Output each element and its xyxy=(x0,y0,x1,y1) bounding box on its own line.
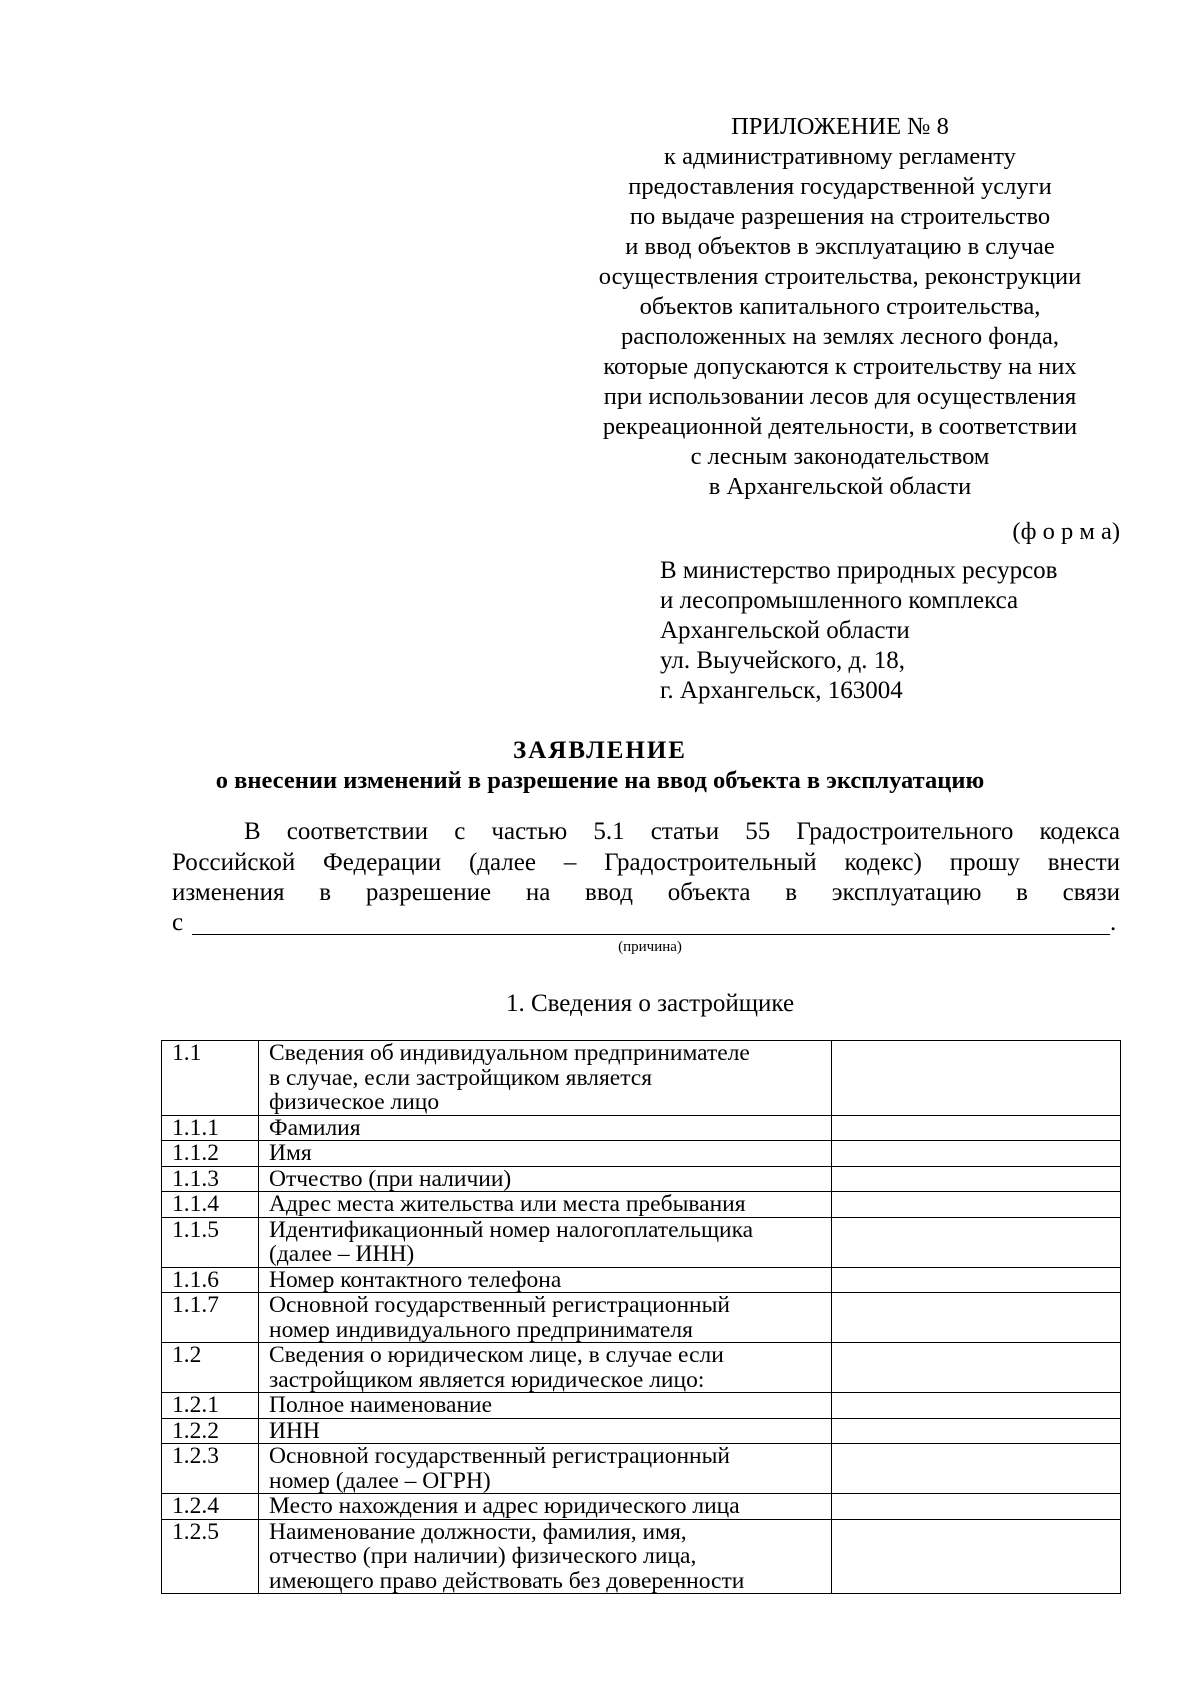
row-value-field[interactable] xyxy=(832,1343,1121,1393)
row-label xyxy=(259,1393,832,1419)
table-row xyxy=(162,1444,1121,1494)
row-label-line: Идентификационный номер налогоплательщика xyxy=(269,1216,754,1243)
row-label-line: Основной государственный регистрационный xyxy=(269,1443,730,1469)
recipient-line: Архангельской области xyxy=(660,617,910,644)
row-number: 1.1.3 xyxy=(162,1166,259,1192)
reason-fill-line[interactable] xyxy=(192,934,1110,935)
row-number: 1.2.1 xyxy=(162,1393,259,1419)
row-value-field[interactable] xyxy=(832,1418,1121,1444)
row-label-line: Сведения об индивидуальном предпринимателе xyxy=(269,1040,750,1066)
row-label xyxy=(259,1041,832,1116)
appendix-line: ПРИЛОЖЕНИЕ № 8 xyxy=(731,113,949,140)
row-value-field[interactable] xyxy=(832,1267,1121,1293)
paragraph-line: изменения в разрешение на ввод объекта в эксплуатацию в связи xyxy=(172,879,1120,906)
row-value-field[interactable] xyxy=(832,1393,1121,1419)
row-label-line: номер (далее – ОГРН) xyxy=(269,1467,491,1494)
row-value-field[interactable] xyxy=(832,1444,1121,1494)
row-label xyxy=(259,1166,832,1192)
row-value-field[interactable] xyxy=(832,1041,1121,1116)
recipient-address xyxy=(660,556,1057,706)
table-row xyxy=(162,1217,1121,1267)
table-row xyxy=(162,1519,1121,1594)
row-label-line: Имя xyxy=(269,1140,312,1166)
row-value-field[interactable] xyxy=(832,1519,1121,1594)
row-label-line: Полное наименование xyxy=(269,1392,493,1418)
appendix-line: предоставления государственной услуги xyxy=(628,173,1052,200)
row-label xyxy=(259,1293,832,1343)
recipient-line: ул. Выучейского, д. 18, xyxy=(660,647,905,674)
row-value-field[interactable] xyxy=(832,1166,1121,1192)
row-value-field[interactable] xyxy=(832,1494,1121,1520)
paragraph-line: В соответствии с частью 5.1 статьи 55 Градостроительного кодекса xyxy=(244,818,1120,845)
recipient-line: и лесопромышленного комплекса xyxy=(660,587,1019,614)
row-label xyxy=(259,1217,832,1267)
row-number: 1.2.3 xyxy=(162,1444,259,1494)
applicant-table xyxy=(161,1040,1121,1594)
row-label xyxy=(259,1192,832,1218)
paragraph-line: Российской Федерации (далее – Градостроительный кодекс) прошу внести xyxy=(172,849,1120,876)
row-label-line: Отчество (при наличии) xyxy=(269,1165,512,1192)
row-label-line: застройщиком является юридическое лицо: xyxy=(269,1366,705,1393)
row-label-line: Адрес места жительства или места пребывания xyxy=(269,1191,746,1217)
row-number: 1.1.4 xyxy=(162,1192,259,1218)
row-value-field[interactable] xyxy=(832,1217,1121,1267)
row-label-line: номер индивидуального предпринимателя xyxy=(269,1316,693,1343)
appendix-line: к административному регламенту xyxy=(664,143,1016,170)
row-label xyxy=(259,1494,832,1520)
recipient-line: г. Архангельск, 163004 xyxy=(660,677,903,704)
row-number: 1.1.2 xyxy=(162,1141,259,1167)
row-number: 1.1.5 xyxy=(162,1217,259,1267)
row-number: 1.1.7 xyxy=(162,1293,259,1343)
row-number: 1.1.1 xyxy=(162,1115,259,1141)
row-label-line: отчество (при наличии) физического лица, xyxy=(269,1543,697,1569)
row-label xyxy=(259,1267,832,1293)
table-row xyxy=(162,1494,1121,1520)
row-number: 1.2.4 xyxy=(162,1494,259,1520)
row-label xyxy=(259,1115,832,1141)
document-subtitle: о внесении изменений в разрешение на ввод объекта в эксплуатацию xyxy=(215,767,985,794)
appendix-block xyxy=(560,112,1120,502)
table-row xyxy=(162,1343,1121,1393)
recipient-line: В министерство природных ресурсов xyxy=(660,557,1058,584)
appendix-line: при использовании лесов для осуществления xyxy=(603,383,1077,410)
row-label xyxy=(259,1519,832,1594)
table-row xyxy=(162,1393,1121,1419)
row-label xyxy=(259,1343,832,1393)
row-number: 1.1.6 xyxy=(162,1267,259,1293)
form-label: (ф о р м а) xyxy=(1012,518,1120,545)
appendix-line: объектов капитального строительства, xyxy=(639,293,1041,320)
row-label-line: физическое лицо xyxy=(269,1089,440,1115)
row-label-line: Основной государственный регистрационный xyxy=(269,1292,730,1318)
row-label-line: в случае, если застройщиком является xyxy=(269,1064,653,1091)
appendix-line: и ввод объектов в эксплуатацию в случае xyxy=(625,233,1055,260)
row-label-line: Наименование должности, фамилия, имя, xyxy=(269,1518,687,1545)
table-row xyxy=(162,1041,1121,1116)
row-value-field[interactable] xyxy=(832,1293,1121,1343)
row-label-line: (далее – ИНН) xyxy=(269,1241,415,1267)
row-number: 1.2 xyxy=(162,1343,259,1393)
row-value-field[interactable] xyxy=(832,1141,1121,1167)
table-row xyxy=(162,1166,1121,1192)
appendix-line: которые допускаются к строительству на них xyxy=(603,353,1077,380)
row-number: 1.1 xyxy=(162,1041,259,1116)
row-label-line: Сведения о юридическом лице, в случае если xyxy=(269,1342,724,1368)
row-label-line: Место нахождения и адрес юридического лица xyxy=(269,1493,740,1519)
appendix-line: осуществления строительства, реконструкции xyxy=(598,263,1082,290)
reason-hint: (причина) xyxy=(618,939,682,955)
row-label xyxy=(259,1444,832,1494)
paragraph-line-prefix: с xyxy=(172,909,184,936)
table-row xyxy=(162,1267,1121,1293)
row-value-field[interactable] xyxy=(832,1115,1121,1141)
document-title: ЗАЯВЛЕНИЕ xyxy=(513,737,687,764)
appendix-line: расположенных на землях лесного фонда, xyxy=(621,323,1059,350)
appendix-line: в Архангельской области xyxy=(708,473,972,500)
row-label-line: ИНН xyxy=(269,1417,320,1444)
table-row xyxy=(162,1192,1121,1218)
row-label xyxy=(259,1418,832,1444)
row-label-line: имеющего право действовать без доверенности xyxy=(269,1567,745,1594)
row-value-field[interactable] xyxy=(832,1192,1121,1218)
appendix-line: рекреационной деятельности, в соответствии xyxy=(602,413,1078,440)
table-row xyxy=(162,1115,1121,1141)
table-row xyxy=(162,1141,1121,1167)
row-number: 1.2.5 xyxy=(162,1519,259,1594)
row-number: 1.2.2 xyxy=(162,1418,259,1444)
table-row xyxy=(162,1418,1121,1444)
appendix-line: с лесным законодательством xyxy=(690,443,990,470)
appendix-line: по выдаче разрешения на строительство xyxy=(629,203,1051,230)
row-label xyxy=(259,1141,832,1167)
paragraph-line-suffix: . xyxy=(1110,909,1117,936)
section-title: 1. Сведения о застройщике xyxy=(505,990,795,1017)
table-row xyxy=(162,1293,1121,1343)
row-label-line: Номер контактного телефона xyxy=(269,1266,562,1293)
row-label-line: Фамилия xyxy=(269,1114,361,1141)
